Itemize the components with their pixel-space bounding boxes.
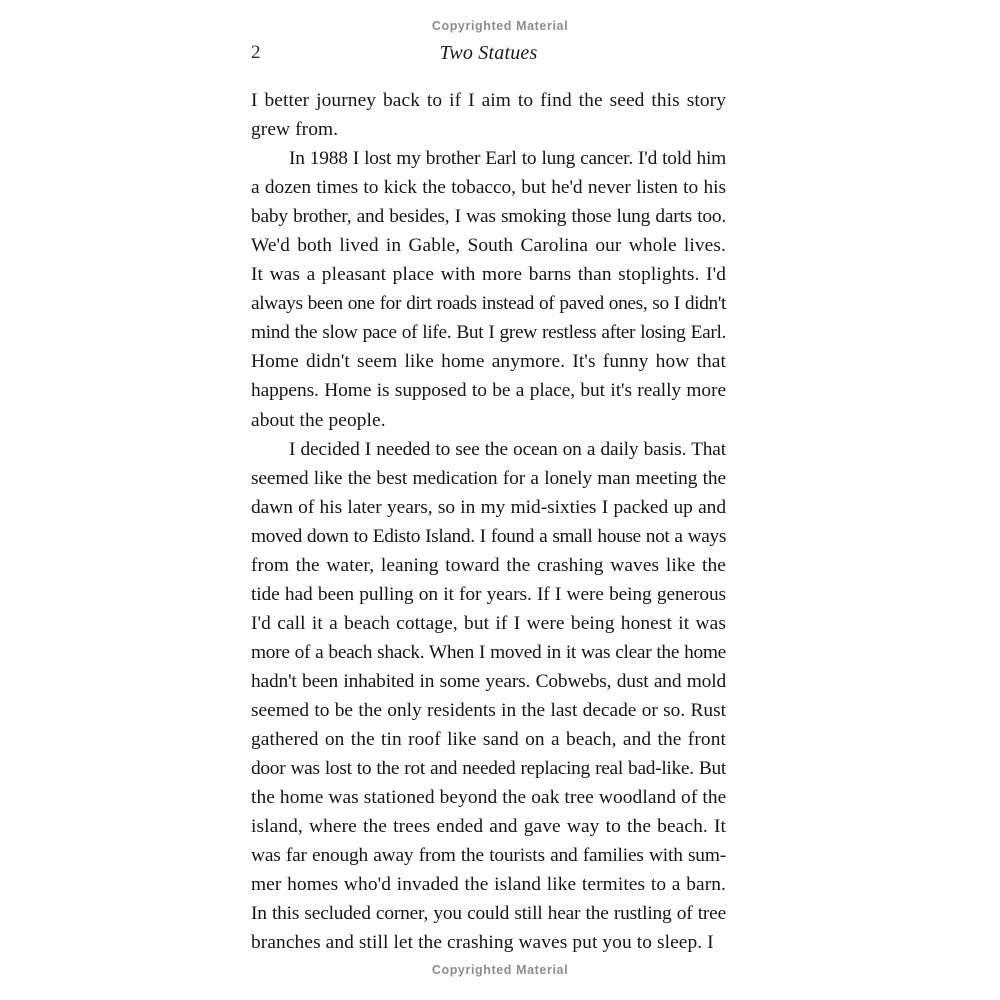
text-line: In this secluded corner, you could still hear the rustling of tree [251,903,726,925]
text-line: always been one for dirt roads instead of paved ones, so I didn't [251,293,726,315]
text-line: In 1988 I lost my brother Earl to lung cancer. I'd told him [289,148,726,170]
text-line: We'd both lived in Gable, South Carolina our whole lives. [251,235,726,257]
chapter-title: Two Statues [439,42,538,64]
text-line: gathered on the tin roof like sand on a beach, and the front [251,729,726,751]
text-line: seemed to be the only residents in the last decade or so. Rust [251,699,726,721]
text-line: happens. Home is supposed to be a place, but it's really more [251,380,726,402]
text-line: baby brother, and besides, I was smoking those lung darts too. [251,206,726,228]
text-line: hadn't been inhabited in some years. Cobwebs, dust and mold [251,670,726,692]
text-line: was far enough away from the tourists and families with sum- [251,845,726,867]
text-line: island, where the trees ended and gave way to the beach. It [251,816,726,838]
paragraph [251,86,726,144]
text-line: from the water, leaning toward the crashing waves like the [251,554,726,576]
text-line: about the people. [251,409,386,431]
text-line: more of a beach shack. When I moved in it was clear the home [251,641,726,663]
text-line: moved down to Edisto Island. I found a small house not a ways [251,525,726,547]
text-line: the home was stationed beyond the oak tree woodland of the [251,787,727,809]
text-line: I better journey back to if I aim to find the seed this story [251,90,726,111]
text-line: a dozen times to kick the tobacco, but he'd never listen to his [251,177,726,199]
text-line: mind the slow pace of life. But I grew restless after losing Earl. [251,322,726,344]
page-number: 2 [251,42,261,63]
text-line: It was a pleasant place with more barns than stoplights. I'd [251,264,726,286]
text-line: I decided I needed to see the ocean on a daily basis. That [289,438,726,460]
page-body-text [251,86,726,957]
text-line: tide had been pulling on it for years. If I were being generous [251,583,726,605]
text-line: Home didn't seem like home anymore. It's funny how that [251,351,726,373]
copyright-watermark-top: Copyrighted Material [431,19,569,33]
paragraph [251,144,726,434]
text-line: grew from. [251,119,339,141]
text-line: seemed like the best medication for a lonely man meeting the [251,467,726,489]
text-line: door was lost to the rot and needed replacing real bad-like. But [251,758,726,780]
copyright-watermark-bottom: Copyrighted Material [431,963,569,977]
running-header [251,40,726,66]
paragraph [251,435,726,958]
text-line: branches and still let the crashing waves put you to sleep. I [251,932,714,954]
text-line: I'd call it a beach cottage, but if I were being honest it was [251,612,726,634]
text-line: dawn of his later years, so in my mid-sixties I packed up and [251,496,726,518]
text-line: mer homes who'd invaded the island like termites to a barn. [251,874,726,896]
